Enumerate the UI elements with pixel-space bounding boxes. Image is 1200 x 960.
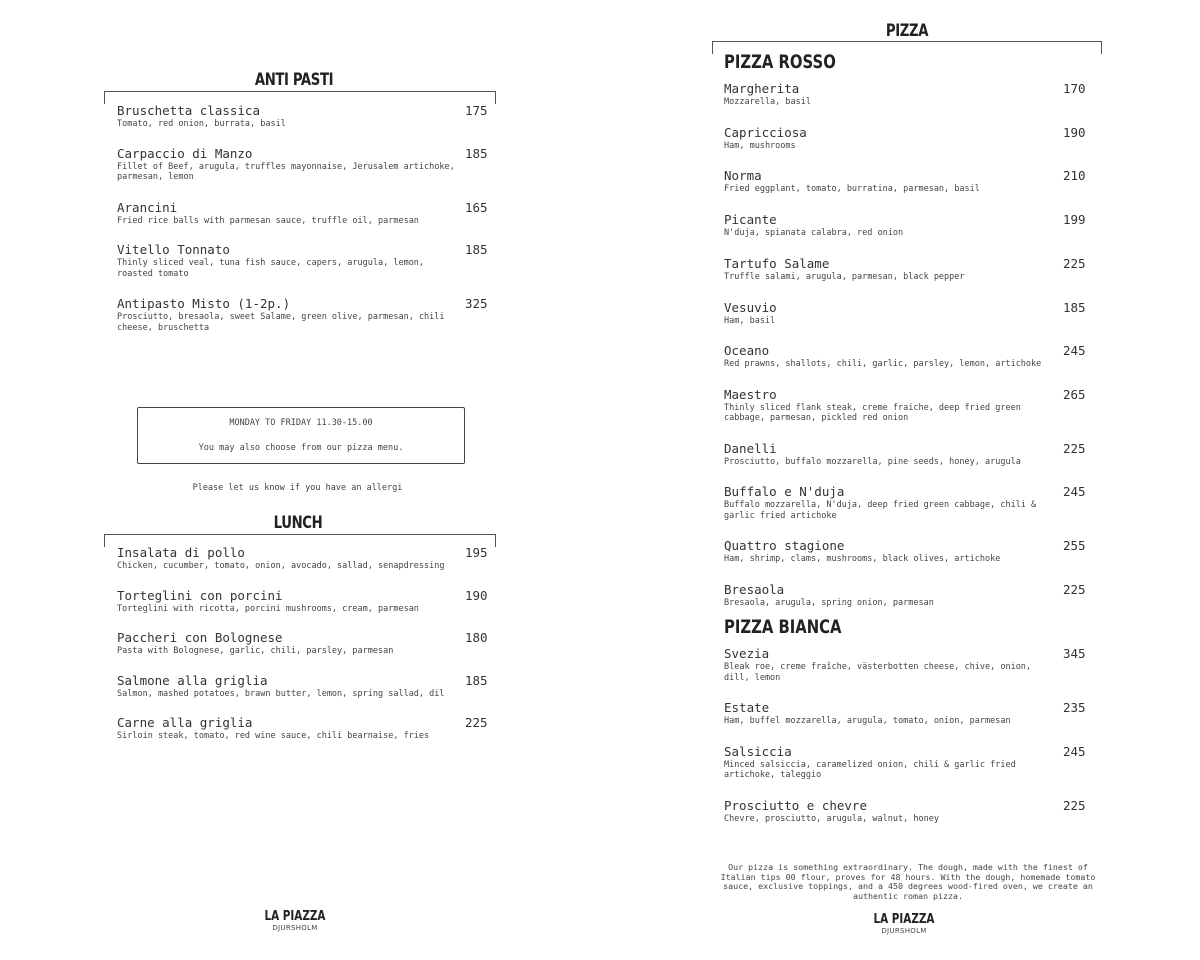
item-name: Norma <box>724 168 762 183</box>
item-description: Prosciutto, buffalo mozzarella, pine seeds, honey, arugula <box>724 456 1021 467</box>
item-name: Carpaccio di Manzo <box>117 145 253 161</box>
item-description: Ham, buffel mozzarella, arugula, tomato, onion, parmesan <box>724 716 1011 726</box>
item-description: Prosciutto, bresaola, sweet Salame, green olive, parmesan, chili cheese, bruschetta <box>117 312 445 333</box>
logo-location: DJURSHOLM <box>272 924 318 932</box>
right-menu-page <box>600 0 1200 960</box>
item-price: 225 <box>1063 797 1086 813</box>
item-name: Picante <box>724 211 777 227</box>
item-name: Prosciutto e chevre <box>724 797 867 813</box>
item-price: 245 <box>1063 484 1086 499</box>
pizza-description-note: Our pizza is something extraordinary. The dough, made with the finest of Italian tips 00 flour, proves for 48 hours. With the dough, homemade tomato sauce, exclusive toppings, and a 450 degrees wood-fired oven, we create an authentic roman pizza. <box>720 862 1096 901</box>
pizza-rosso-list <box>724 81 1086 608</box>
item-description: Bresaola, arugula, spring onion, parmesan <box>724 597 934 608</box>
item-price: 265 <box>1063 386 1086 402</box>
item-description: Tomato, red onion, burrata, basil <box>117 119 286 129</box>
pizza-title: PIZZA <box>885 21 929 41</box>
item-name: Oceano <box>724 343 770 358</box>
item-name: Capricciosa <box>724 124 807 140</box>
pizza-bianca-title: PIZZA BIANCA <box>724 616 842 638</box>
item-price: 185 <box>465 672 488 688</box>
menu-item <box>117 545 488 572</box>
item-price: 255 <box>1063 538 1086 553</box>
lunch-hours: MONDAY TO FRIDAY 11.30-15.00 <box>229 418 373 428</box>
item-name: Antipasto Misto (1-2p.) <box>117 296 291 311</box>
menu-item <box>117 242 488 279</box>
item-price: 225 <box>1063 440 1086 456</box>
item-description: Ham, mushrooms <box>724 140 796 151</box>
menu-item <box>117 672 488 700</box>
restaurant-logo <box>235 910 355 933</box>
item-description: Buffalo mozzarella, N'duja, deep fried green cabbage, chili & garlic fried artichoke <box>724 500 1037 521</box>
menu-item <box>117 145 488 183</box>
item-price: 185 <box>465 145 488 161</box>
item-price: 225 <box>465 715 488 730</box>
item-description: Truffle salami, arugula, parmesan, black pepper <box>724 272 965 282</box>
item-description: Thinly sliced flank steak, creme fraiche, deep fried green cabbage, parmesan, pickled red onion <box>724 402 1021 423</box>
menu-item <box>117 199 488 227</box>
item-price: 345 <box>1063 646 1086 661</box>
item-price: 165 <box>465 199 488 215</box>
menu-item <box>117 587 488 615</box>
menu-item <box>117 296 488 333</box>
item-price: 225 <box>1063 256 1086 271</box>
item-name: Danelli <box>724 440 777 456</box>
menu-item <box>724 256 1086 283</box>
menu-item <box>117 715 488 742</box>
item-name: Buffalo e N'duja <box>724 484 845 499</box>
menu-item <box>724 646 1086 683</box>
menu-item <box>724 700 1086 727</box>
item-name: Bresaola <box>724 581 785 597</box>
item-description: Chicken, cucumber, tomato, onion, avocado, sallad, senapdressing <box>117 561 445 571</box>
item-name: Maestro <box>724 386 777 402</box>
item-description: Sirloin steak, tomato, red wine sauce, chili bearnaise, fries <box>117 731 430 741</box>
item-name: Insalata di pollo <box>117 545 245 560</box>
item-name: Torteglini con porcini <box>117 587 283 603</box>
item-description: Chevre, prosciutto, arugula, walnut, honey <box>724 813 939 824</box>
antipasti-title: ANTI PASTI <box>254 70 334 90</box>
item-price: 195 <box>465 545 488 560</box>
menu-item <box>724 797 1086 825</box>
item-description: Red prawns, shallots, chili, garlic, parsley, lemon, artichoke <box>724 359 1042 369</box>
item-description: Fillet of Beef, arugula, truffles mayonnaise, Jerusalem artichoke, parmesan, lemon <box>117 161 455 182</box>
item-name: Bruschetta classica <box>117 103 260 118</box>
item-name: Tartufo Salame <box>724 256 830 271</box>
item-name: Salsiccia <box>724 743 792 759</box>
logo-name: LA PIAZZA <box>873 912 935 927</box>
logo-name: LA PIAZZA <box>264 909 326 924</box>
item-description: Torteglini with ricotta, porcini mushrooms, cream, parmesan <box>117 603 419 614</box>
item-name: Svezia <box>724 646 770 661</box>
menu-item <box>724 299 1086 327</box>
item-description: Ham, shrimp, clams, mushrooms, black olives, artichoke <box>724 554 1001 564</box>
item-name: Arancini <box>117 199 178 215</box>
item-description: Thinly sliced veal, tuna fish sauce, capers, arugula, lemon, roasted tomato <box>117 258 425 279</box>
item-price: 170 <box>1063 81 1086 96</box>
restaurant-logo <box>844 913 964 936</box>
menu-item <box>724 386 1086 424</box>
item-description: Minced salsiccia, caramelized onion, chili & garlic fried artichoke, taleggio <box>724 759 1016 780</box>
allergy-note: Please let us know if you have an allergi <box>192 483 403 493</box>
item-price: 199 <box>1063 211 1086 227</box>
item-description: Pasta with Bolognese, garlic, chili, parsley, parmesan <box>117 646 394 656</box>
menu-item <box>724 211 1086 239</box>
item-description: Fried rice balls with parmesan sauce, truffle oil, parmesan <box>117 215 419 226</box>
menu-item <box>724 81 1086 108</box>
menu-item <box>724 343 1086 370</box>
item-price: 245 <box>1063 343 1086 358</box>
item-name: Vitello Tonnato <box>117 242 230 257</box>
item-name: Carne alla griglia <box>117 715 253 730</box>
item-price: 245 <box>1063 743 1086 759</box>
item-description: N'duja, spianata calabra, red onion <box>724 227 904 238</box>
item-price: 185 <box>1063 299 1086 315</box>
menu-item <box>724 538 1086 565</box>
antipasti-list <box>117 103 488 333</box>
item-price: 175 <box>465 103 488 118</box>
item-price: 190 <box>1063 124 1086 140</box>
item-name: Estate <box>724 700 770 715</box>
menu-item <box>724 440 1086 468</box>
item-price: 190 <box>465 587 488 603</box>
menu-item <box>117 630 488 657</box>
item-name: Margherita <box>724 81 800 96</box>
item-name: Quattro stagione <box>724 538 845 553</box>
menu-item <box>724 484 1086 521</box>
menu-item <box>724 168 1086 195</box>
item-description: Ham, basil <box>724 315 776 326</box>
pizza-rosso-title: PIZZA ROSSO <box>724 51 836 73</box>
menu-item <box>117 103 488 130</box>
item-description: Fried eggplant, tomato, burratina, parmesan, basil <box>724 184 980 194</box>
item-price: 325 <box>465 296 488 311</box>
item-name: Vesuvio <box>724 299 777 315</box>
logo-location: DJURSHOLM <box>881 927 927 935</box>
lunch-pizza-note: You may also choose from our pizza menu. <box>198 443 404 453</box>
menu-item <box>724 581 1086 609</box>
item-price: 185 <box>465 242 488 257</box>
item-price: 225 <box>1063 581 1086 597</box>
item-price: 180 <box>465 630 488 645</box>
item-name: Paccheri con Bolognese <box>117 630 283 645</box>
item-description: Mozzarella, basil <box>724 97 811 107</box>
menu-item <box>724 743 1086 781</box>
item-description: Bleak roe, creme fraîche, västerbotten cheese, chive, onion, dill, lemon <box>724 662 1032 683</box>
pizza-bianca-list <box>724 646 1086 824</box>
item-name: Salmone alla griglia <box>117 672 268 688</box>
lunch-list <box>117 545 488 742</box>
item-price: 210 <box>1063 168 1086 183</box>
item-price: 235 <box>1063 700 1086 715</box>
item-description: Salmon, mashed potatoes, brawn butter, lemon, spring sallad, dil <box>117 688 445 699</box>
lunch-title: LUNCH <box>273 513 323 533</box>
menu-item <box>724 124 1086 152</box>
lunch-hours-box <box>137 407 465 464</box>
